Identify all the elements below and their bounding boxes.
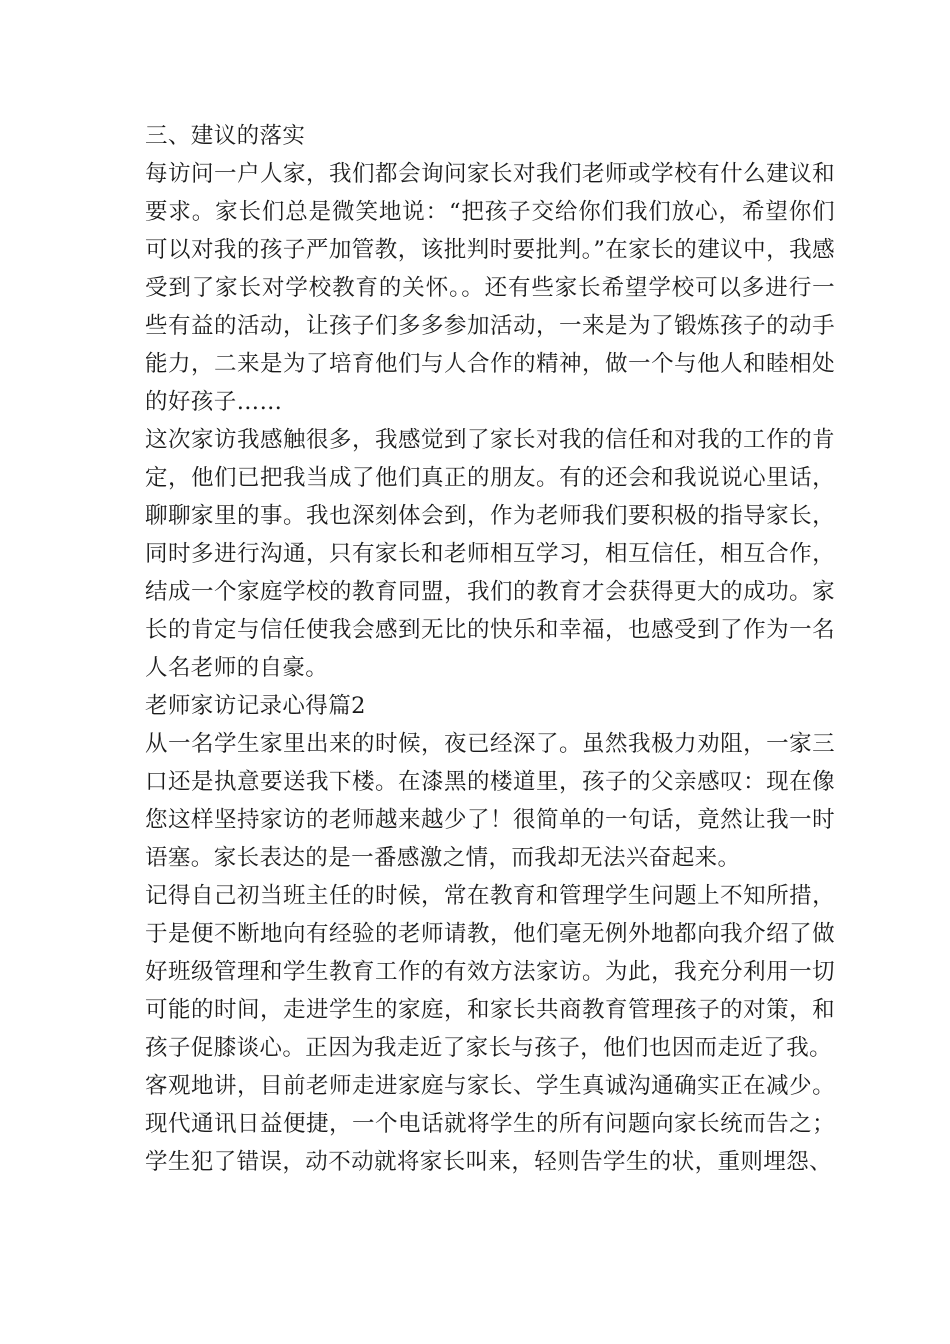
document-body xyxy=(145,117,835,1181)
paragraph: 从一名学生家里出来的时候，夜已经深了。虽然我极力劝阻，一家三口还是执意要送我下楼。在漆黑的楼道里，孩子的父亲感叹：现在像您这样坚持家访的老师越来越少了！很简单的一句话，竟然让我一时语塞。家长表达的是一番感激之情，而我却无法兴奋起来。 xyxy=(145,731,835,871)
paragraph: 每访问一户人家，我们都会询问家长对我们老师或学校有什么建议和要求。家长们总是微笑地说：“把孩子交给你们我们放心，希望你们可以对我的孩子严加管教，该批判时要批判。”在家长的建议中，我感受到了家长对学校教育的关怀。。还有些家长希望学校可以多进行一些有益的活动，让孩子们多多参加活动，一来是为了锻炼孩子的动手能力，二来是为了培育他们与人合作的精神，做一个与他人和睦相处的好孩子…… xyxy=(145,161,835,415)
paragraph: 客观地讲，目前老师走进家庭与家长、学生真诚沟通确实正在减少。现代通讯日益便捷，一个电话就将学生的所有问题向家长统而告之；学生犯了错误，动不动就将家长叫来，轻则告学生的状，重则埋怨、 xyxy=(145,1073,835,1175)
article-title: 老师家访记录心得篇2 xyxy=(145,693,366,719)
section-heading: 三、建议的落实 xyxy=(145,123,306,149)
paragraph: 这次家访我感触很多，我感觉到了家长对我的信任和对我的工作的肯定，他们已把我当成了他们真正的朋友。有的还会和我说说心里话，聊聊家里的事。我也深刻体会到，作为老师我们要积极的指导家长，同时多进行沟通，只有家长和老师相互学习，相互信任，相互合作，结成一个家庭学校的教育同盟，我们的教育才会获得更大的成功。家长的肯定与信任使我会感到无比的快乐和幸福，也感受到了作为一名人名老师的自豪。 xyxy=(145,427,835,681)
paragraph: 记得自己初当班主任的时候，常在教育和管理学生问题上不知所措，于是便不断地向有经验的老师请教，他们毫无例外地都向我介绍了做好班级管理和学生教育工作的有效方法家访。为此，我充分利用一切可能的时间，走进学生的家庭，和家长共商教育管理孩子的对策，和孩子促膝谈心。正因为我走近了家长与孩子，他们也因而走近了我。 xyxy=(145,883,835,1061)
